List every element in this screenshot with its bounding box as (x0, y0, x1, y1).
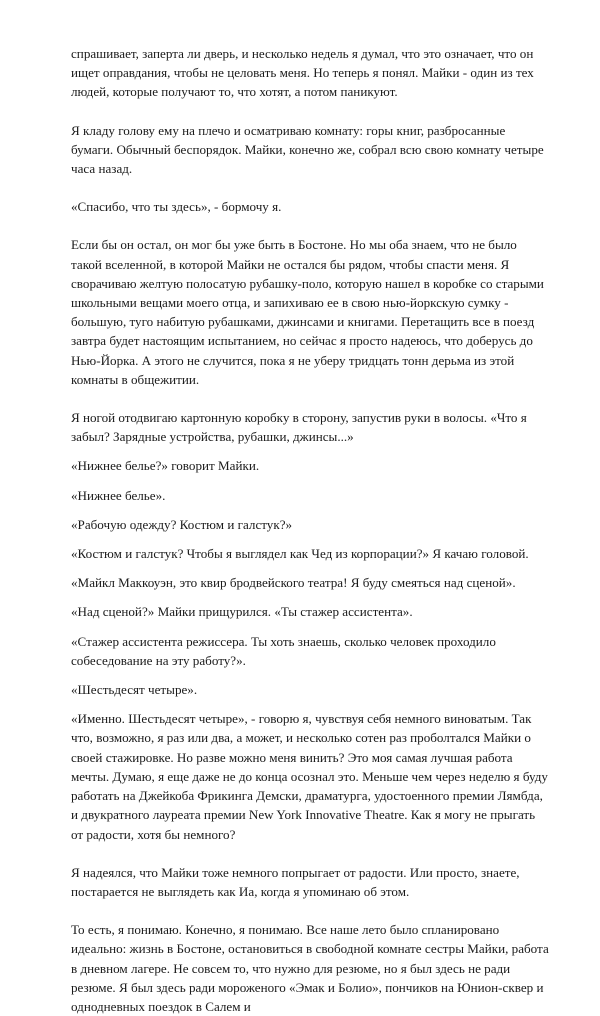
paragraph: «Нижнее белье?» говорит Майки. (71, 458, 260, 474)
paragraph: «Над сценой?» Майки прищурился. «Ты стажер ассистента». (71, 604, 413, 620)
paragraph: спрашивает, заперта ли дверь, и несколько недель я думал, что это означает, что он ищет оправдания, чтобы не целовать меня. Но теперь я понял. Майки - один из тех людей, которые получают то, что хотят, а потом паникуют. (71, 46, 534, 100)
paragraph: «Спасибо, что ты здесь», - бормочу я. (71, 199, 282, 215)
paragraph: «Костюм и галстук? Чтобы я выглядел как Чед из корпорации?» Я качаю головой. (71, 546, 529, 562)
paragraph: Я кладу голову ему на плечо и осматриваю комнату: горы книг, разбросанные бумаги. Обычный беспорядок. Майки, конечно же, собрал всю свою комнату четыре часа назад. (71, 122, 544, 177)
document-page (71, 44, 549, 1016)
paragraph: «Майкл Маккоуэн, это квир бродвейского театра! Я буду смеяться над сценой». (71, 575, 516, 591)
paragraph: «Стажер ассистента режиссера. Ты хоть знаешь, сколько человек проходило собеседование на эту работу?». (71, 633, 496, 668)
paragraph: «Нижнее белье». (71, 487, 166, 503)
paragraph: Я ногой отодвигаю картонную коробку в сторону, запустив руки в волосы. «Что я забыл? Зарядные устройства, рубашки, джинсы...» (71, 410, 527, 445)
paragraph: Если бы он остал, он мог бы уже быть в Бостоне. Но мы оба знаем, что не было такой вселенной, в которой Майки не остался бы рядом, чтобы спасти меня. Я сворачиваю желтую полосатую рубашку-поло, которую нашел в коробке со старыми школьными вещами моего отца, и запихиваю ее в свою нью-йоркскую сумку - большую, туго набитую рубашками, джинсами и книгами. Перетащить все в поезд завтра будет настоящим испытанием, но сейчас я просто надеюсь, что доберусь до Нью-Йорка. А этого не случится, пока я не уберу тридцать тонн дерьма из этой комнаты в общежитии. (71, 237, 544, 387)
paragraph: «Рабочую одежду? Костюм и галстук?» (71, 516, 293, 532)
paragraph: «Именно. Шестьдесят четыре», - говорю я, чувствуя себя немного виноватым. Так что, возможно, я раз или два, а может, и несколько сотен раз проболтался Майки о своей стажировке. Но разве можно меня винить? Это моя самая лучшая работа мечты. Думаю, я еще даже не до конца осознал это. Меньше чем через неделю я буду работать на Джейкоба Фрикинга Демски, драматурга, удостоенного премии Лямбда, и двукратного лауреата премии New York Innovative Theatre. Как я могу не прыгать от радости, хотя бы немного? (71, 711, 548, 842)
paragraph: «Шестьдесят четыре». (71, 682, 198, 698)
paragraph: То есть, я понимаю. Конечно, я понимаю. Все наше лето было спланировано идеально: жизнь в Бостоне, остановиться в свободной комнате сестры Майки, работа в дневном лагере. Не совсем то, что нужно для резюме, но я был здесь не ради резюме. Я был здесь ради мороженого «Эмак и Болио», пончиков на Юнион-сквер и однодневных поездок в Салем и (71, 922, 549, 1014)
paragraph: Я надеялся, что Майки тоже немного попрыгает от радости. Или просто, знаете, постарается не выглядеть как Иа, когда я упоминаю об этом. (71, 864, 520, 899)
